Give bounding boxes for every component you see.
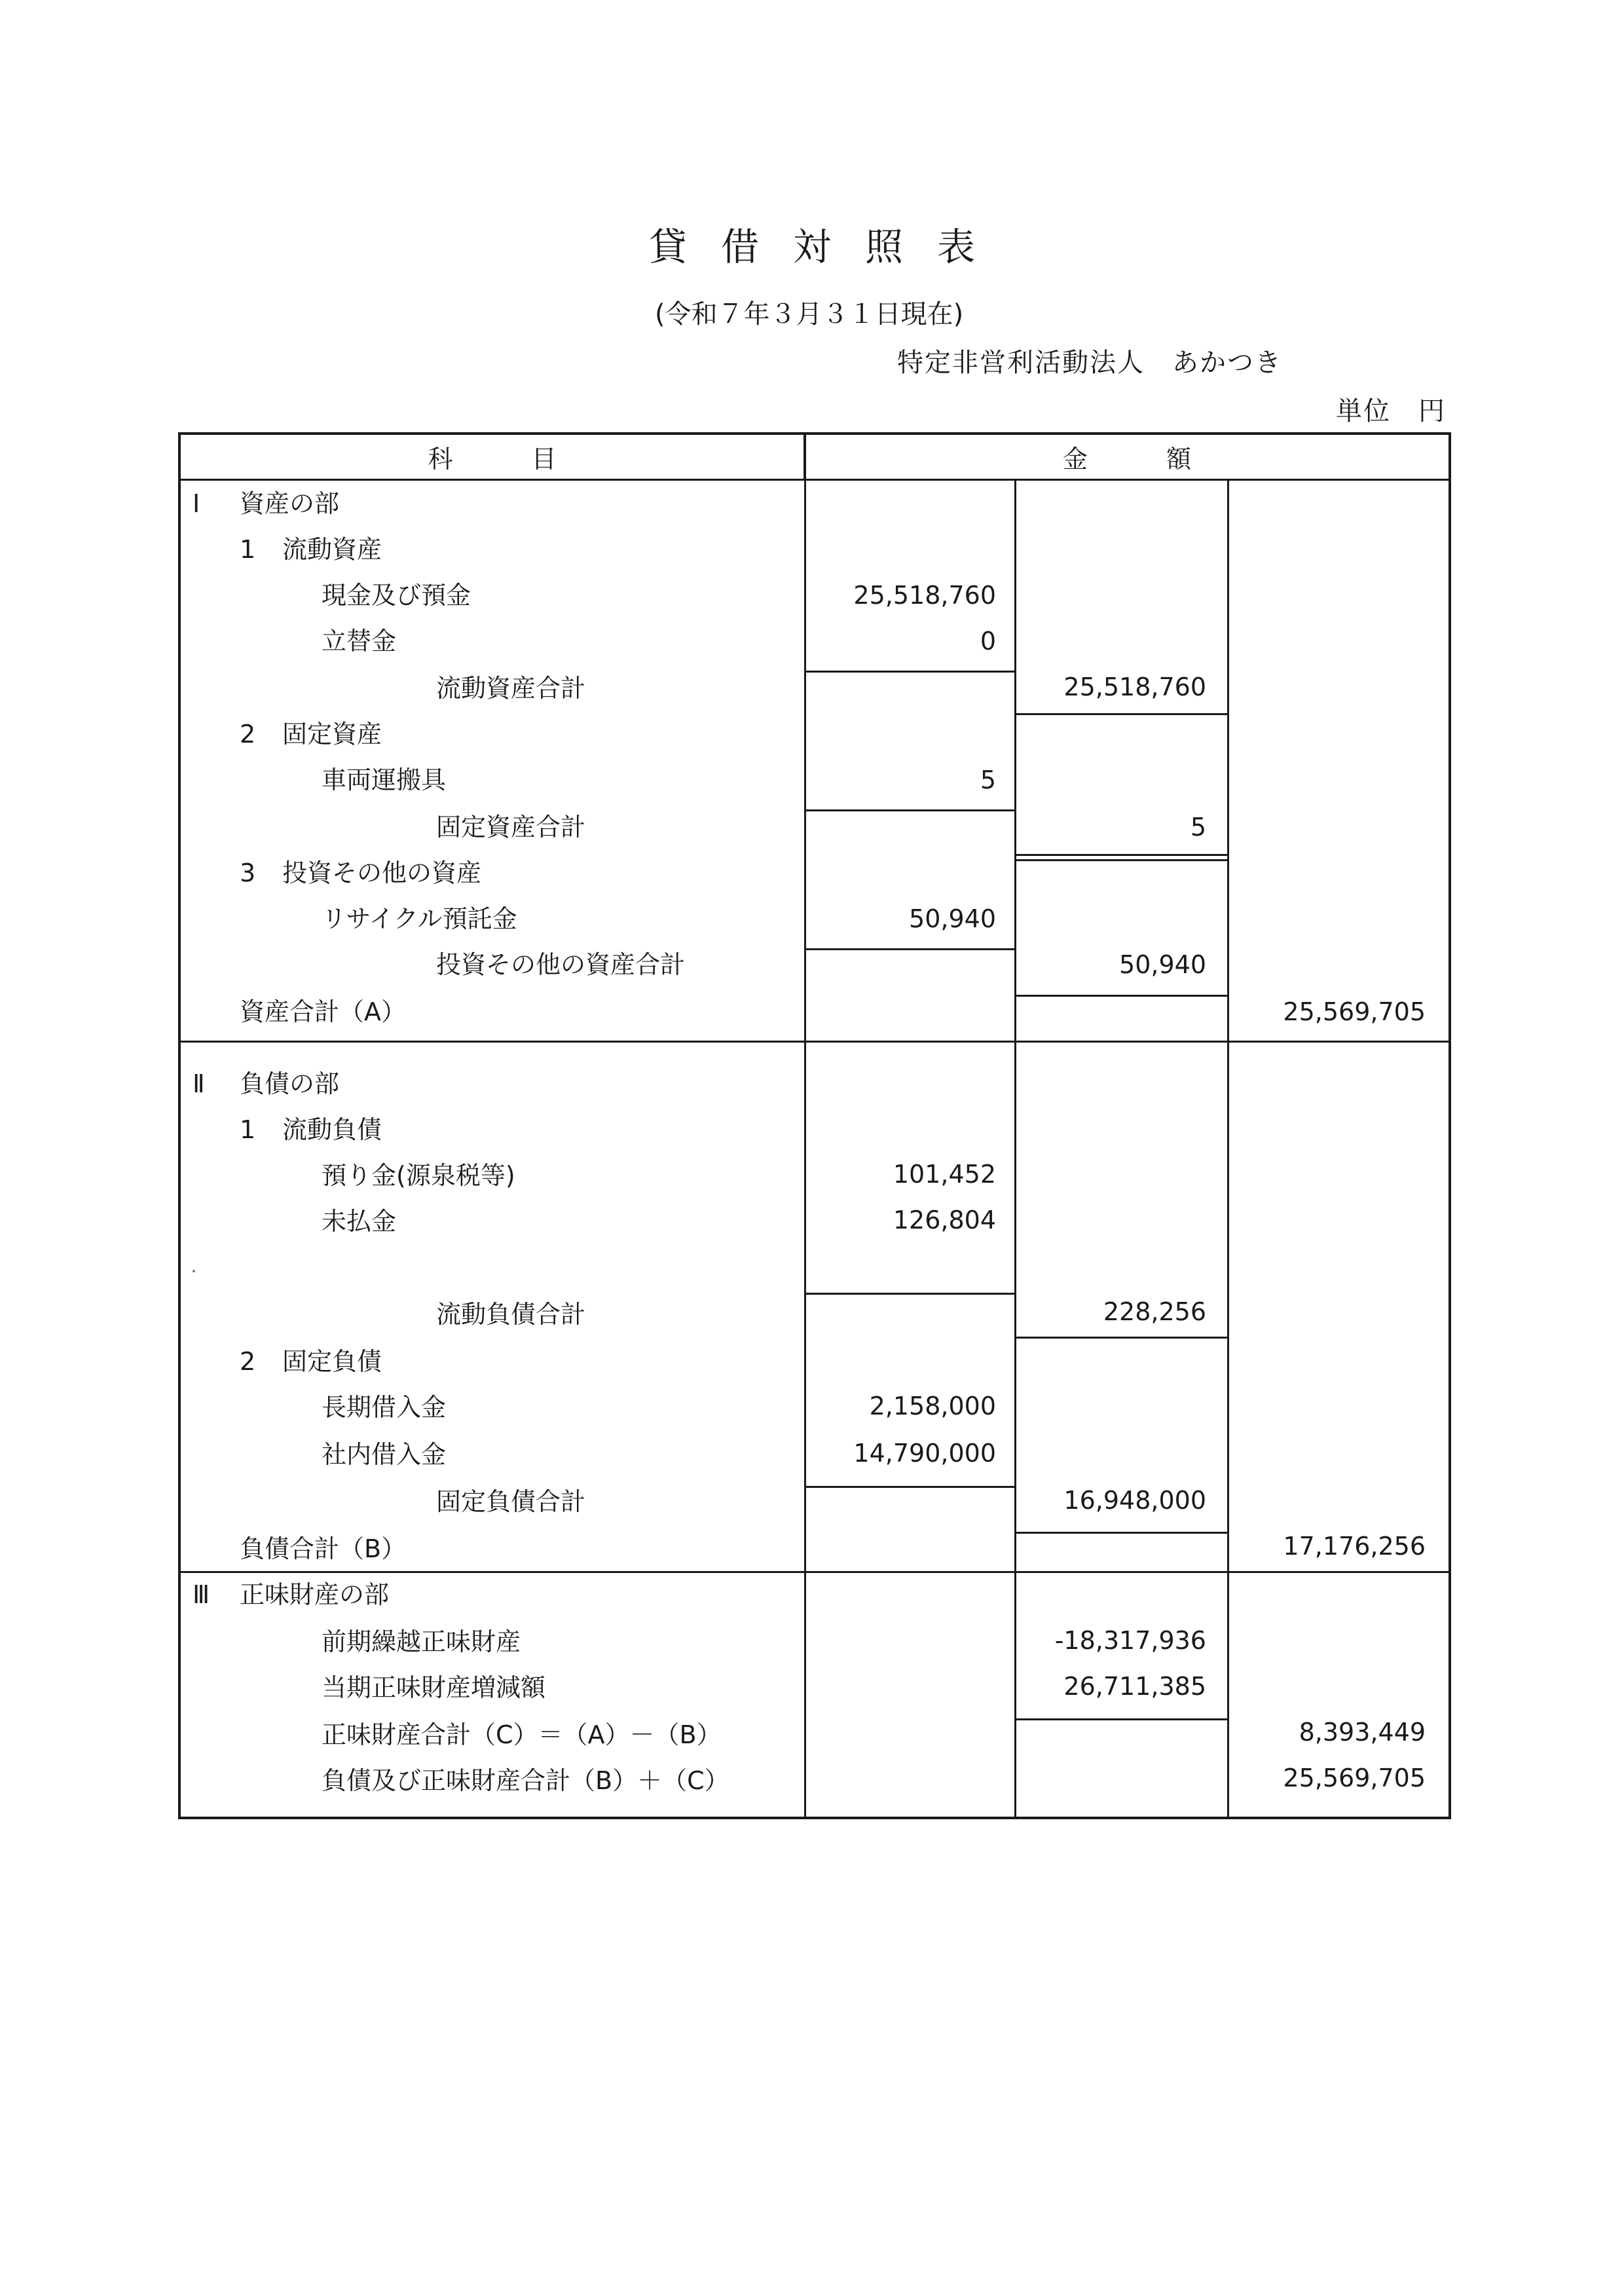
subtotal-amount-current-assets: 25,518,760 (1063, 673, 1206, 701)
group-number-current-assets: 1 (240, 535, 256, 564)
subtotal-amount-fixed-assets: 5 (1190, 813, 1206, 842)
rule-col2-fixed-assets-top (1016, 854, 1227, 856)
group-label-current-liabilities: 流動負債 (282, 1115, 382, 1144)
report-date: (令和７年３月３１日現在) (655, 299, 964, 329)
subtotal-amount-current-liabilities: 228,256 (1103, 1297, 1206, 1326)
item-amount-net-assets-change: 26,711,385 (1063, 1672, 1206, 1701)
subtotal-label-fixed-liabilities: 固定負債合計 (436, 1487, 586, 1516)
total-label-liabilities: 負債合計（B） (240, 1534, 407, 1563)
section-number-net-assets: Ⅲ (193, 1580, 210, 1609)
scan-speck (193, 1270, 195, 1272)
header-subject: 科目 (181, 435, 805, 481)
item-amount-advances: 0 (980, 627, 996, 656)
rule-col2-net-assets (1016, 1718, 1227, 1720)
item-label-accounts-payable: 未払金 (322, 1207, 397, 1236)
item-amount-recycling-deposit: 50,940 (909, 904, 996, 933)
item-amount-internal-loans: 14,790,000 (853, 1439, 996, 1468)
column-divider-2 (1227, 481, 1229, 1817)
rule-col1-current-liabilities (806, 1293, 1014, 1295)
item-label-prior-net-assets: 前期繰越正味財産 (322, 1627, 521, 1656)
item-label-deposits-received: 預り金(源泉税等) (322, 1161, 515, 1190)
item-label-net-assets-change: 当期正味財産増減額 (322, 1673, 546, 1702)
item-amount-long-term-loans: 2,158,000 (869, 1392, 996, 1420)
grand-total-label: 負債及び正味財産合計（B）＋（C） (322, 1766, 729, 1795)
section-divider-assets (181, 1041, 1449, 1043)
rule-col1-fixed-liabilities (806, 1486, 1014, 1488)
rule-col2-fixed-assets (1016, 859, 1227, 861)
group-label-fixed-liabilities: 固定負債 (282, 1347, 382, 1376)
subtotal-amount-fixed-liabilities: 16,948,000 (1063, 1486, 1206, 1515)
total-label-assets: 資産合計（A） (240, 997, 406, 1026)
subtotal-label-current-liabilities: 流動負債合計 (436, 1300, 586, 1329)
rule-col2-fixed-liabilities (1016, 1532, 1227, 1534)
total-amount-liabilities: 17,176,256 (1283, 1532, 1426, 1561)
organization-name: 特定非営利活動法人 あかつき (897, 348, 1282, 378)
group-number-fixed-liabilities: 2 (240, 1347, 256, 1376)
item-label-vehicles: 車両運搬具 (322, 766, 447, 794)
rule-col1-current-assets (806, 671, 1014, 673)
subtotal-label-current-assets: 流動資産合計 (436, 674, 586, 703)
item-amount-vehicles: 5 (980, 766, 996, 794)
group-number-fixed-assets: 2 (240, 720, 256, 749)
item-amount-cash: 25,518,760 (853, 581, 996, 610)
total-amount-net-assets: 8,393,449 (1299, 1718, 1426, 1747)
subtotal-label-investments: 投資その他の資産合計 (436, 950, 686, 979)
group-label-investments: 投資その他の資産 (282, 859, 482, 887)
rule-col2-current-liabilities (1016, 1337, 1227, 1339)
section-number-liabilities: Ⅱ (193, 1069, 205, 1098)
item-label-recycling-deposit: リサイクル預託金 (322, 904, 517, 933)
item-label-long-term-loans: 長期借入金 (322, 1393, 447, 1422)
rule-col1-fixed-assets (806, 809, 1014, 811)
subtotal-label-fixed-assets: 固定資産合計 (436, 813, 586, 842)
item-amount-accounts-payable: 126,804 (893, 1206, 996, 1234)
grand-total-amount: 25,569,705 (1283, 1764, 1426, 1792)
group-number-current-liabilities: 1 (240, 1115, 256, 1144)
section-label-net-assets: 正味財産の部 (240, 1580, 390, 1609)
group-label-current-assets: 流動資産 (282, 535, 382, 564)
unit-label: 単位 円 (1336, 396, 1446, 426)
section-label-assets: 資産の部 (240, 489, 340, 518)
group-label-fixed-assets: 固定資産 (282, 720, 382, 749)
section-divider-liabilities (181, 1571, 1449, 1573)
rule-col1-investments (806, 948, 1014, 950)
rule-col2-current-assets (1016, 713, 1227, 715)
item-label-advances: 立替金 (322, 627, 397, 656)
section-number-assets: Ⅰ (193, 489, 200, 518)
document-title: 貸借対照表 (648, 225, 1009, 269)
item-amount-deposits-received: 101,452 (893, 1160, 996, 1189)
section-label-liabilities: 負債の部 (240, 1069, 340, 1098)
total-amount-assets: 25,569,705 (1283, 997, 1426, 1026)
subtotal-amount-investments: 50,940 (1119, 950, 1206, 979)
item-label-internal-loans: 社内借入金 (322, 1440, 447, 1469)
item-amount-prior-net-assets: -18,317,936 (1054, 1626, 1206, 1655)
item-label-cash: 現金及び預金 (322, 581, 471, 610)
rule-col2-investments (1016, 995, 1227, 997)
balance-sheet-table (178, 432, 1451, 1819)
group-number-investments: 3 (240, 859, 256, 887)
header-amount: 金額 (805, 435, 1449, 481)
total-label-net-assets: 正味財産合計（C）＝（A）－（B） (322, 1720, 722, 1749)
